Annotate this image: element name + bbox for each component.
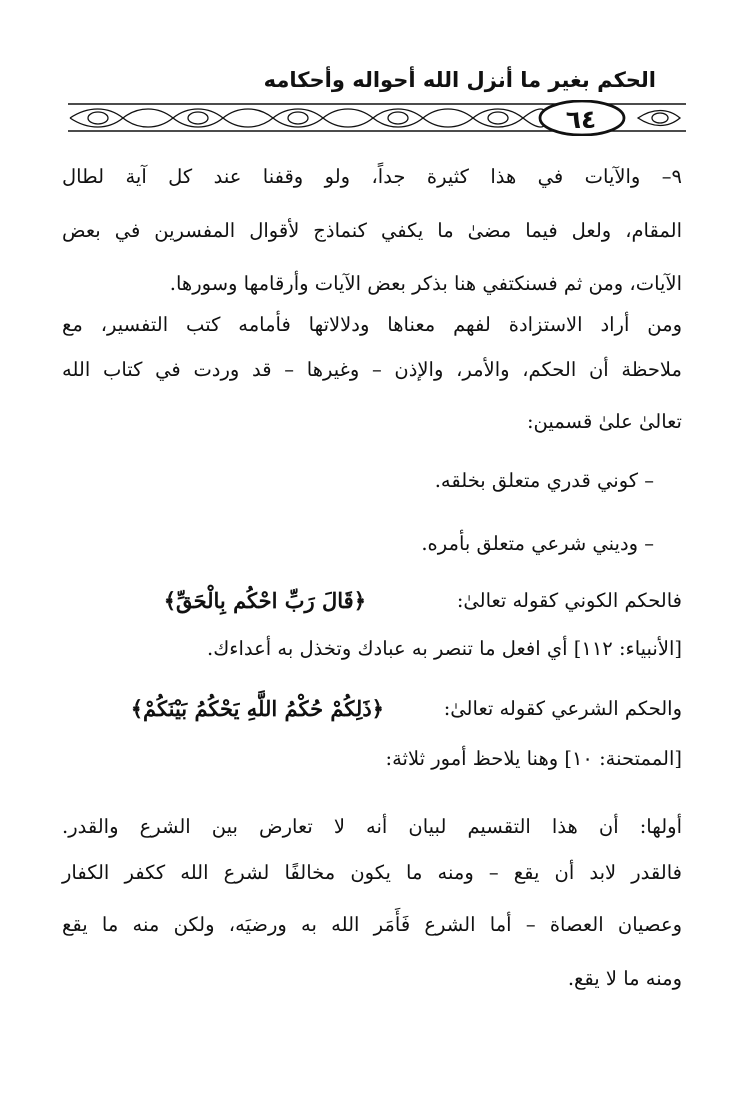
text-line: الآيات، ومن ثم فسنكتفي هنا بذكر بعض الآيات وأرقامها وسورها.: [169, 272, 682, 295]
kawni-verse: ﴿قَالَ رَبِّ احْكُم بِالْحَقِّ﴾: [163, 588, 366, 613]
text-line: المقام، ولعل فيما مضىٰ ما يكفي كنماذج لأقوال المفسرين في بعض: [62, 219, 682, 242]
bullet-item: – وديني شرعي متعلق بأمره.: [421, 532, 654, 555]
text-line: أولها: أن هذا التقسيم لبيان أنه لا تعارض بين الشرع والقدر.: [62, 815, 682, 838]
text-line: فالقدر لابد أن يقع – ومنه ما يكون مخالفًا لشرع الله ككفر الكفار: [62, 861, 682, 884]
text-line: ٩– والآيات في هذا كثيرة جداً، ولو وقفنا عند كل آية لطال: [62, 165, 682, 188]
kawni-intro: فالحكم الكوني كقوله تعالىٰ:: [456, 589, 682, 612]
text-line: وعصيان العصاة – أما الشرع فَأَمَر الله به ورضيَه، ولكن منه ما يقع: [62, 913, 682, 936]
running-header-title: الحكم بغير ما أنزل الله أحواله وأحكامه: [263, 68, 656, 92]
text-line: ملاحظة أن الحكم، والأمر، والإذن – وغيرها – قد وردت في كتاب الله: [62, 358, 682, 381]
sharii-reference: [الممتحنة: ١٠] وهنا يلاحظ أمور ثلاثة:: [385, 747, 682, 770]
bullet-item: – كوني قدري متعلق بخلقه.: [434, 469, 654, 492]
kawni-reference: [الأنبياء: ١١٢] أي افعل ما تنصر به عبادك وتخذل به أعداءك.: [207, 637, 682, 660]
sharii-verse: ﴿ذَلِكُمْ حُكْمُ اللَّهِ يَحْكُمُ بَيْنَكُمْ﴾: [130, 696, 384, 721]
text-line: ومن أراد الاستزادة لفهم معناها ودلالاتها فأمامه كتب التفسير، مع: [62, 313, 682, 336]
text-line: تعالىٰ علىٰ قسمين:: [526, 410, 682, 433]
page-number: ٦٤: [565, 104, 597, 134]
sharii-intro: والحكم الشرعي كقوله تعالىٰ:: [443, 697, 682, 720]
text-line: ومنه ما لا يقع.: [567, 967, 682, 990]
